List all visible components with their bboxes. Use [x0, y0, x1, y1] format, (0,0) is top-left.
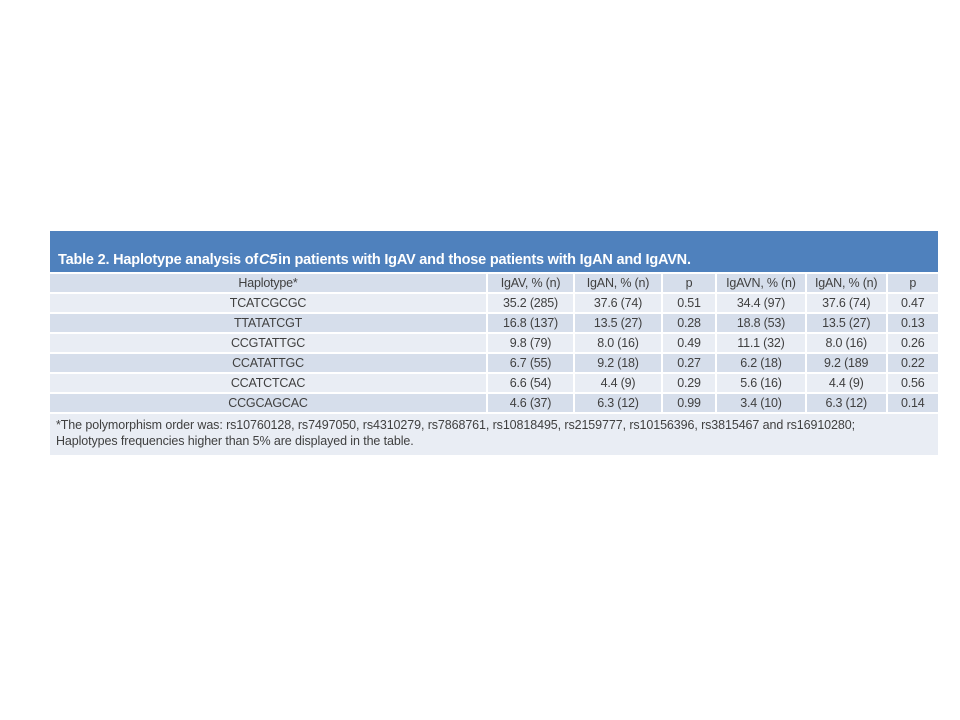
table-row [50, 392, 938, 412]
table-cell: 9.2 (189 [805, 352, 886, 372]
table-cell: 13.5 (27) [805, 312, 886, 332]
table-cell: 4.4 (9) [805, 372, 886, 392]
table-cell: 9.2 (18) [573, 352, 661, 372]
table-cell: 3.4 (10) [715, 392, 805, 412]
table-row [50, 312, 938, 332]
table-cell: 6.2 (18) [715, 352, 805, 372]
column-header-cell: Haplotype* [50, 272, 486, 292]
table-cell: 4.6 (37) [486, 392, 573, 412]
table-cell: 11.1 (32) [715, 332, 805, 352]
table-cell: 0.56 [886, 372, 938, 392]
table-cell: 34.4 (97) [715, 292, 805, 312]
table-cell: 0.51 [661, 292, 715, 312]
table-cell: 0.49 [661, 332, 715, 352]
table-cell: 13.5 (27) [573, 312, 661, 332]
table-cell: CCGCAGCAC [50, 392, 486, 412]
table-cell: 0.26 [886, 332, 938, 352]
table-cell: 0.27 [661, 352, 715, 372]
table-cell: TCATCGCGC [50, 292, 486, 312]
table-cell: TTATATCGT [50, 312, 486, 332]
table-cell: 0.14 [886, 392, 938, 412]
footnote-polymorphism-order: *The polymorphism order was: rs10760128, rs7497050, rs4310279, rs7868761, rs10818495, rs2159777, rs10156396, rs3815467 and rs16910280; [56, 418, 855, 432]
table-cell: 0.99 [661, 392, 715, 412]
column-header-row [50, 272, 938, 292]
table-cell: CCGTATTGC [50, 332, 486, 352]
table-cell: 5.6 (16) [715, 372, 805, 392]
table-cell: 6.3 (12) [573, 392, 661, 412]
table-footnotes [50, 412, 938, 455]
table-cell: 0.28 [661, 312, 715, 332]
table-cell: 4.4 (9) [573, 372, 661, 392]
table-cell: CCATCTCAC [50, 372, 486, 392]
column-header-cell: IgAN, % (n) [805, 272, 886, 292]
table-cell: 37.6 (74) [573, 292, 661, 312]
data-grid [50, 272, 938, 412]
table-cell: 9.8 (79) [486, 332, 573, 352]
footnote-frequency-threshold: Haplotypes frequencies higher than 5% are displayed in the table. [56, 434, 414, 448]
table-cell: 8.0 (16) [573, 332, 661, 352]
column-header-cell: IgAN, % (n) [573, 272, 661, 292]
table-cell: 6.7 (55) [486, 352, 573, 372]
table-cell: 0.47 [886, 292, 938, 312]
column-header-cell: p [886, 272, 938, 292]
table-row [50, 292, 938, 312]
table-cell: 0.13 [886, 312, 938, 332]
table-cell: 18.8 (53) [715, 312, 805, 332]
table-cell: 0.29 [661, 372, 715, 392]
column-header-cell: IgAVN, % (n) [715, 272, 805, 292]
column-header-cell: p [661, 272, 715, 292]
table-cell: 37.6 (74) [805, 292, 886, 312]
table-title-gene: C5 [259, 252, 278, 268]
table-cell: 0.22 [886, 352, 938, 372]
column-header-cell: IgAV, % (n) [486, 272, 573, 292]
table-cell: 6.3 (12) [805, 392, 886, 412]
table-title [50, 231, 938, 272]
table-row [50, 352, 938, 372]
table-row [50, 332, 938, 352]
table-cell: CCATATTGC [50, 352, 486, 372]
table-row [50, 372, 938, 392]
table-cell: 16.8 (137) [486, 312, 573, 332]
table-cell: 35.2 (285) [486, 292, 573, 312]
table-cell: 8.0 (16) [805, 332, 886, 352]
table-cell: 6.6 (54) [486, 372, 573, 392]
table-title-suffix: in patients with IgAV and those patients with IgAN and IgAVN. [278, 252, 691, 268]
table-title-prefix: Table 2. Haplotype analysis of [58, 252, 259, 268]
haplotype-table [50, 231, 938, 455]
